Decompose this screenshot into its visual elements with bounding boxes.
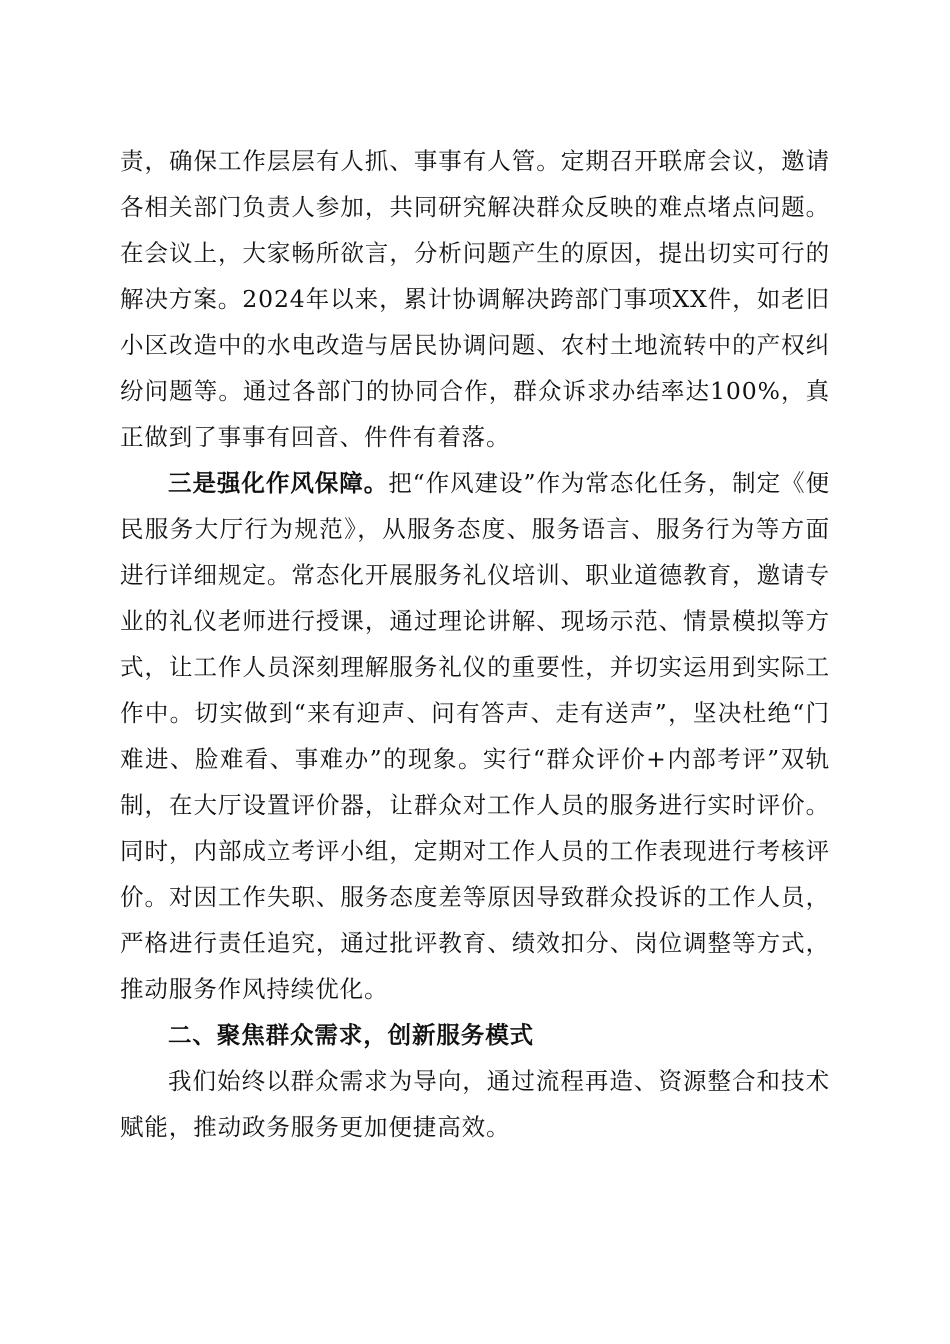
document-page xyxy=(120,138,830,1150)
section-heading: 二、聚焦群众需求，创新服务模式 xyxy=(168,1021,534,1049)
paragraph-section-intro: 我们始终以群众需求为导向，通过流程再造、资源整合和技术赋能，推动政务服务更加便捷高效。 xyxy=(120,1067,830,1141)
paragraph-lead-title: 三是强化作风保障。 xyxy=(168,469,389,497)
paragraph-style-guarantee xyxy=(120,460,830,1012)
paragraph-continuation: 责，确保工作层层有人抓、事事有人管。定期召开联席会议，邀请各相关部门负责人参加，共同研究解决群众反映的难点堵点问题。在会议上，大家畅所欲言，分析问题产生的原因，提出切实可行的解决方案。2024年以来，累计协调解决跨部门事项XX件，如老旧小区改造中的水电改造与居民协调问题、农村土地流转中的产权纠纷问题等。通过各部门的协同合作，群众诉求办结率达100%，真正做到了事事有回音、件件有着落。 xyxy=(120,147,830,451)
paragraph-body: 把“作风建设”作为常态化任务，制定《便民服务大厅行为规范》，从服务态度、服务语言、服务行为等方面进行详细规定。常态化开展服务礼仪培训、职业道德教育，邀请专业的礼仪老师进行授课，通过理论讲解、现场示范、情景模拟等方式，让工作人员深刻理解服务礼仪的重要性，并切实运用到实际工作中。切实做到“来有迎声、问有答声、走有送声”，坚决杜绝“门难进、脸难看、事难办”的现象。实行“群众评价+内部考评”双轨制，在大厅设置评价器，让群众对工作人员的服务进行实时评价。同时，内部成立考评小组，定期对工作人员的工作表现进行考核评价。对因工作失职、服务态度差等原因导致群众投诉的工作人员，严格进行责任追究，通过批评教育、绩效扣分、岗位调整等方式，推动服务作风持续优化。 xyxy=(120,469,830,1003)
